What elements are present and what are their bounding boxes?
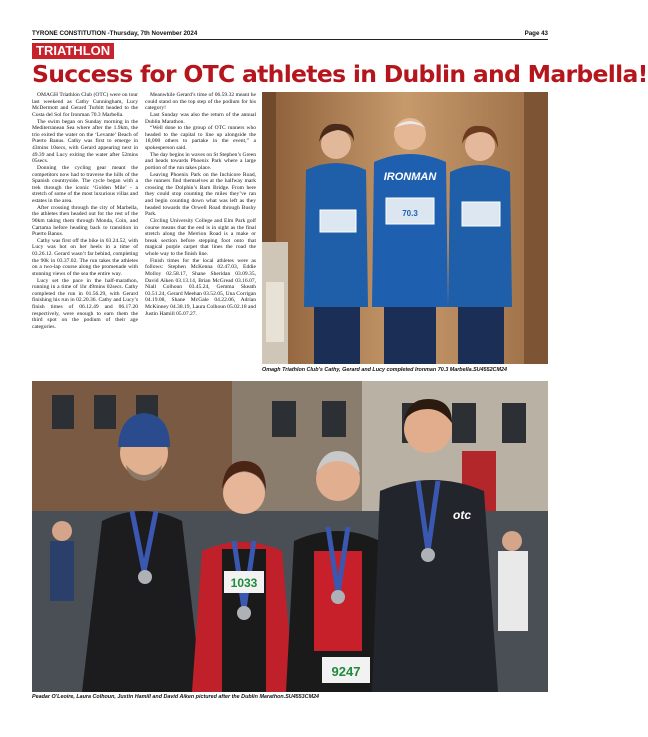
photo-caption-2: Peadar O’Leoire, Laura Colhoun, Justin Hamill and David Aiken pictured after the Dublin Marathon.SU4553CM24 — [32, 694, 320, 700]
paragraph: Last Sunday was also the return of the annual Dublin Marathon. — [145, 111, 256, 125]
section-tag: TRIATHLON — [32, 43, 114, 59]
paragraph: Circling University College and Elm Park golf course means that the end is in sight as the final stretch along the Merrion Road is a make or break section before stepping foot onto that magical purple carpet that lines the road the whole way to the finish line. — [145, 217, 256, 257]
publication-line: TYRONE CONSTITUTION -Thursday, 7th November 2024 — [32, 30, 198, 37]
page-header — [32, 30, 548, 37]
shirt-print: IRONMAN — [383, 171, 437, 183]
paragraph: The swim began on Sunday morning in the Mediterranean Sea where after the 1.9km, the trio exited the water on the ‘Levante’ Beach of Puerto Banus. Cathy was first to emerge in 43mins 10secs, with Gerard appearing next in 49.39 and Lucy exiting the water after 52mins 05secs. — [32, 118, 138, 165]
paragraph: “Well done to the group of OTC runners who headed to the capital to line up alongside the 18,000 others to partake in the event,” a spokesperson said. — [145, 125, 256, 151]
race-bib-2: 9247 — [331, 664, 361, 679]
paragraph: After crossing through the city of Marbella, the athletes then headed out for the rest of the 90km taking them through Monda, Coin, and Cartama before heading back to transition in Puerto Banus. — [32, 204, 138, 238]
paragraph: Finish times for the local athletes were as follows: Stephen McKenna 02.47.03, Eddie Molloy 02.58.17, Shane Sheridan 03.09.35, David Aiken 03.13.14, Brian McGread 03.16.07, Niall Colhoun 03.45.24, Gemma Skeath 03.51.24, Gerard Meehan 03.52.05, Una Corrigan 04.19.08, Shane McGale 04.22.06, Adrian McKinney 04.38.19, Laura Colhoun 05.02.18 and Justin Hamill 05.07.27. — [145, 257, 256, 317]
race-bib-1: 1033 — [230, 576, 258, 590]
photo-caption-1: Omagh Triathlon Club’s Cathy, Gerard and Lucy completed Ironman 70.3 Marbella.SU4552CM24 — [262, 367, 507, 373]
paragraph: The day begins in waves on St Stephen’s Green and heads towards Phoenix Park where a large portion of the run takes place. — [145, 151, 256, 171]
ironman-photo — [262, 92, 548, 364]
paragraph: Leaving Phoenix Park on the Inchicore Road, the runners find themselves at the halfway mark crossing the Dolphin’s Barn Bridge. From here they could stop counting the miles they’ve ran and begin counting down what was left as they headed towards the Orwell Road through Bushy Park. — [145, 171, 256, 218]
header-rule — [32, 39, 548, 40]
paragraph: Meanwhile Gerard’s time of 06.59.32 meant he could stand on the top step of the podium for his category! — [145, 92, 256, 112]
page-number: Page 43 — [524, 30, 548, 37]
paragraph: OMAGH Triathlon Club (OTC) were on tour last weekend as Cathy Cunningham, Lucy McDermott and Gerard Turbitt headed to the Costa del Sol for Ironman 70.3 Marbella. — [32, 92, 138, 118]
article-column-1 — [32, 92, 138, 331]
paragraph: Cathy was first off the bike in 03.24.52, with Lucy was hot on her heels in a time of 03.26.12. Gerard wasn’t far behind, completing the 90k in 03.37.02. The run takes the athletes on a two-lap course along the promenade with stunning views of the sea the entire way. — [32, 237, 138, 277]
paragraph: Donning the cycling gear meant the competitors now had to traverse the hills of the Spanish countryside. The cycle began with a trek through the iconic ‘Golden Mile’ - a stretch of some of the most luxurious villas and estates in the area. — [32, 164, 138, 204]
shirt-logo: otc — [453, 508, 471, 522]
dublin-marathon-photo — [32, 381, 548, 692]
article-column-2 — [145, 92, 256, 317]
certificate-text: 70.3 — [402, 209, 418, 218]
paragraph: Lucy set the pace in the half-marathon, running in a time of 1hr 49mins 02secs. Cathy completed the run in 01.56.29, with Gerard finishing his run in 02.20.36. Cathy and Lucy’s finish times of 06.12.49 and 06.17.20 respectively, were enough to earn them the third spot on the podium of their age categories. — [32, 277, 138, 330]
headline: Success for OTC athletes in Dublin and Marbella! — [32, 60, 648, 88]
